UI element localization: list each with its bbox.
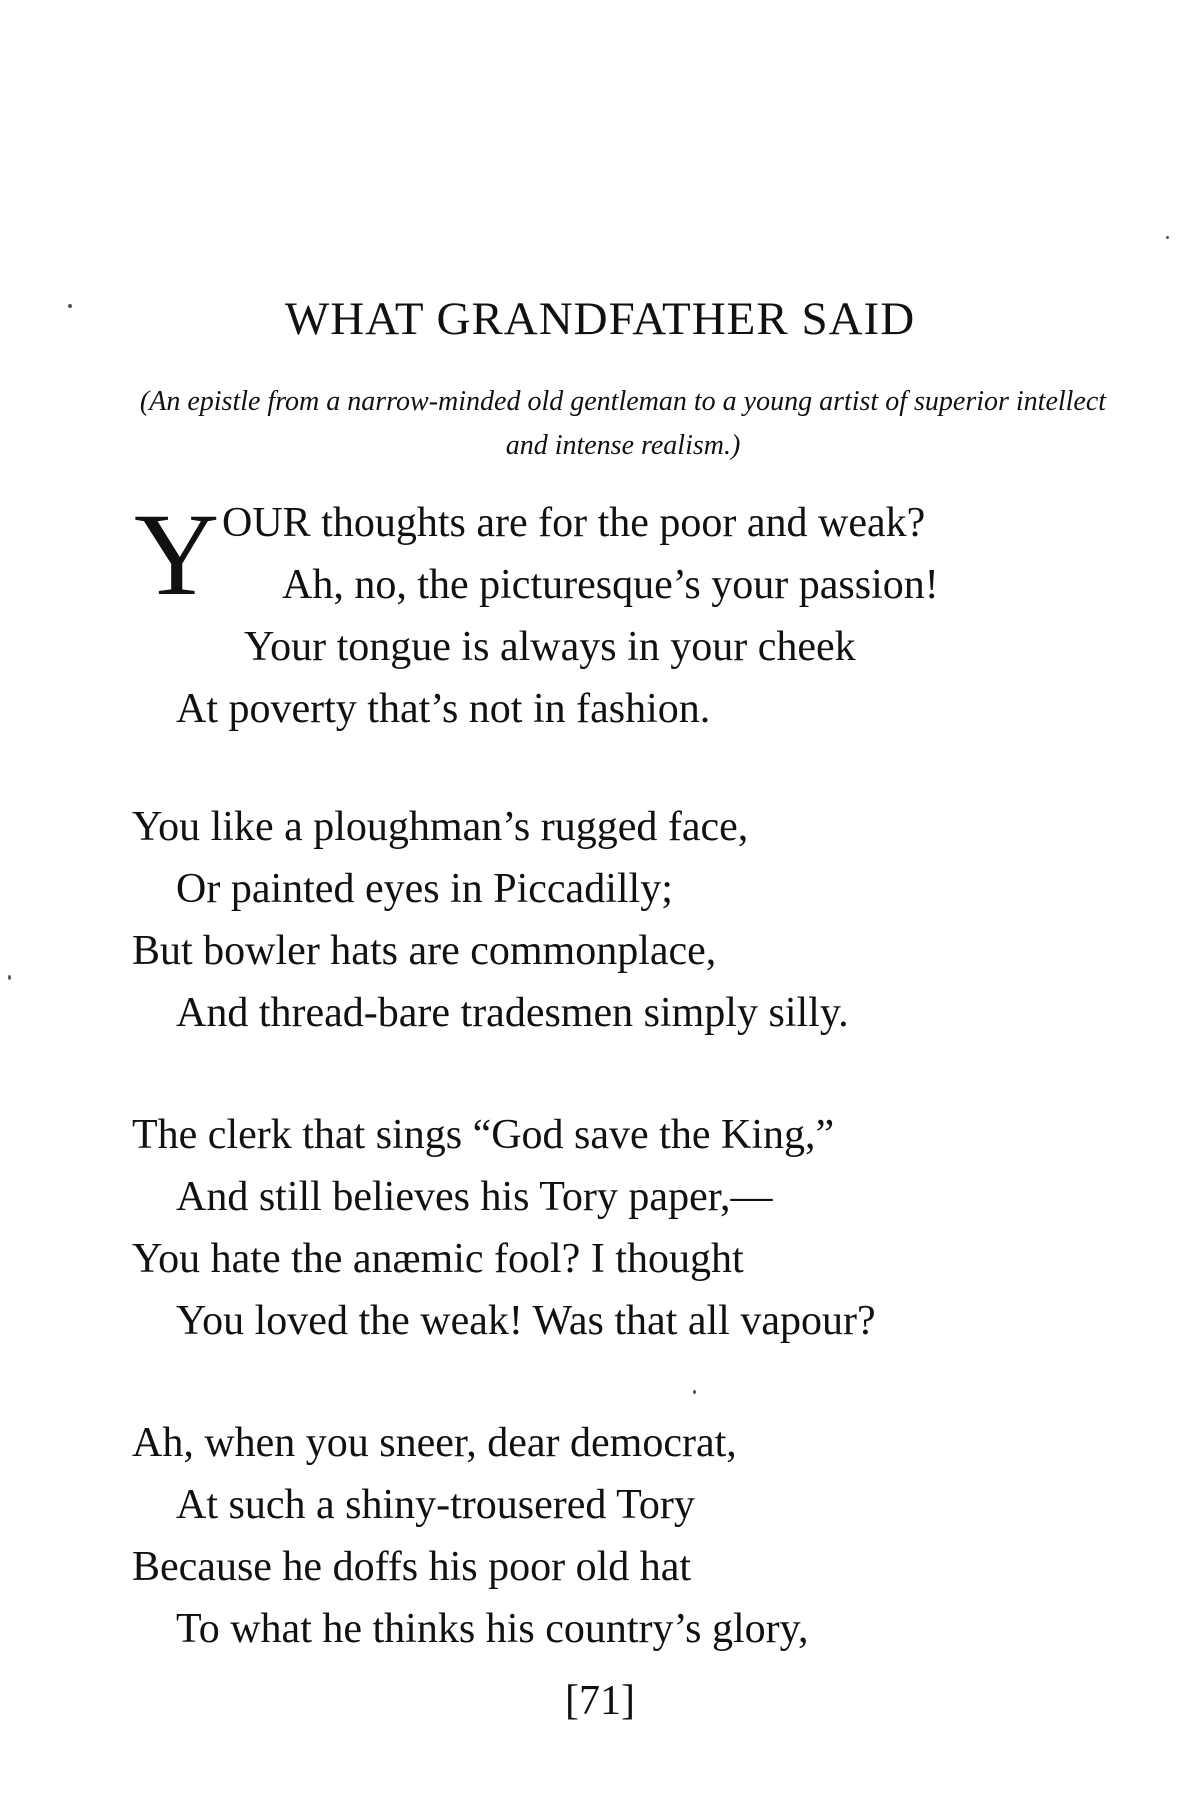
poem-line: Your tongue is always in your cheek	[244, 624, 856, 670]
stanza-4	[132, 1412, 1132, 1660]
poem-line: To what he thinks his country’s glory,	[176, 1606, 809, 1652]
poem-line: You hate the anæmic fool? I thought	[132, 1236, 744, 1282]
poem-line: Or painted eyes in Piccadilly;	[176, 866, 673, 912]
scan-speck	[1166, 236, 1169, 239]
scan-speck	[8, 975, 11, 980]
poem-line: At poverty that’s not in fashion.	[176, 686, 711, 732]
drop-cap: Y	[134, 489, 220, 620]
stanza-1	[132, 489, 1132, 740]
poem-subtitle: (An epistle from a narrow-minded old gentleman to a young artist of superior intellect and intense realism.)	[139, 386, 1107, 461]
poem-line: You like a ploughman’s rugged face,	[132, 804, 749, 850]
poem-line: The clerk that sings “God save the King,”	[132, 1112, 835, 1158]
poem-line: You loved the weak! Was that all vapour?	[176, 1298, 876, 1344]
poem-line: At such a shiny-trousered Tory	[176, 1482, 695, 1528]
poem-line-text: OUR thoughts are for the poor and weak?	[222, 500, 926, 546]
poem-line: Ah, no, the picturesque’s your passion!	[282, 562, 939, 608]
poem-line: Ah, when you sneer, dear democrat,	[132, 1420, 737, 1466]
stanza-2	[132, 796, 1132, 1044]
poem-title: WHAT GRANDFATHER SAID	[284, 293, 916, 345]
poem-line: And thread-bare tradesmen simply silly.	[176, 990, 849, 1036]
poem-line: Because he doffs his poor old hat	[132, 1544, 692, 1590]
scan-speck	[68, 304, 72, 308]
scan-speck	[693, 1390, 696, 1394]
poem-line: And still believes his Tory paper,—	[176, 1174, 773, 1220]
page-number: [71]	[565, 1678, 635, 1724]
stanza-3	[132, 1104, 1132, 1352]
poem-line: But bowler hats are commonplace,	[132, 928, 717, 974]
